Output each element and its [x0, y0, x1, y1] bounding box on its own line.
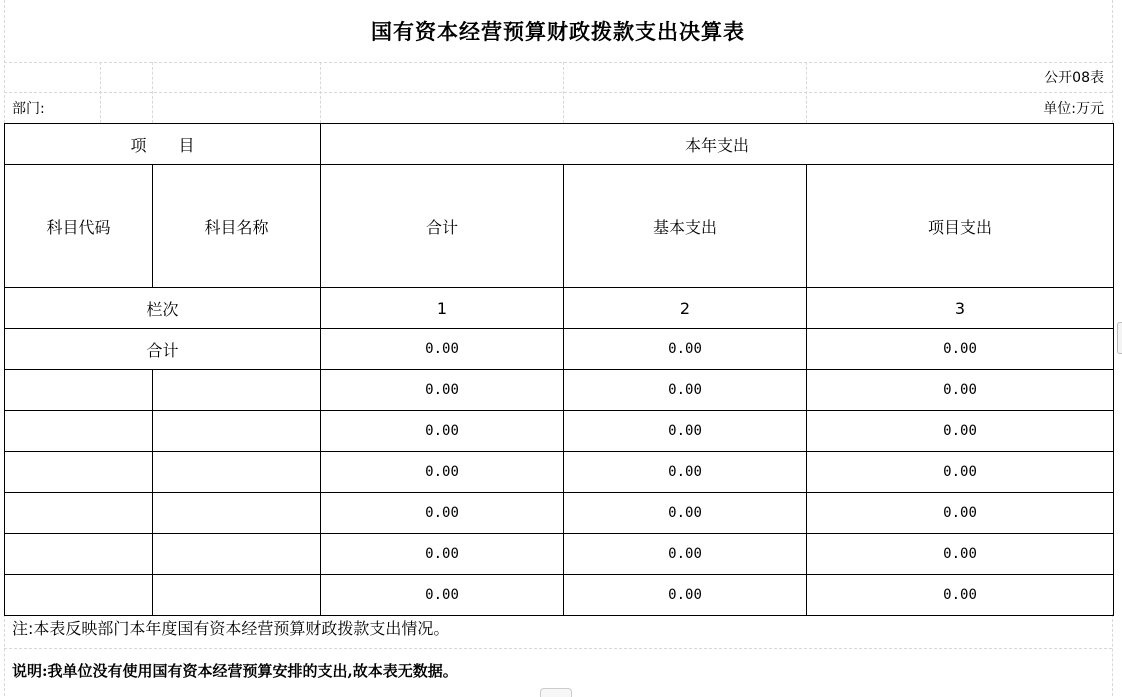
project-cell[interactable]: 0.00 — [807, 534, 1114, 575]
project-cell[interactable]: 0.00 — [807, 493, 1114, 534]
table-row — [5, 534, 1114, 575]
subject-name-cell[interactable] — [153, 370, 321, 411]
gridline — [152, 62, 153, 123]
basic-cell[interactable]: 0.00 — [564, 575, 807, 616]
header-subject-code[interactable]: 科目代码 — [5, 165, 153, 288]
subject-code-cell[interactable] — [5, 370, 153, 411]
scrollbar-handle[interactable] — [1117, 322, 1122, 354]
basic-cell[interactable]: 0.00 — [564, 534, 807, 575]
header-basic[interactable]: 基本支出 — [564, 165, 807, 288]
total-row-basic[interactable]: 0.00 — [564, 329, 807, 370]
gridline — [806, 62, 807, 123]
column-number-2[interactable]: 2 — [564, 288, 807, 329]
subject-code-cell[interactable] — [5, 411, 153, 452]
header-row-1 — [5, 124, 1114, 165]
basic-cell[interactable]: 0.00 — [564, 370, 807, 411]
total-cell[interactable]: 0.00 — [321, 411, 564, 452]
total-cell[interactable]: 0.00 — [321, 370, 564, 411]
subject-code-cell[interactable] — [5, 452, 153, 493]
unit-label: 单位:万元 — [1043, 101, 1104, 117]
gridline — [563, 62, 564, 123]
header-total[interactable]: 合计 — [321, 165, 564, 288]
department-label: 部门: — [12, 101, 45, 117]
header-project-expenditure[interactable]: 项目支出 — [807, 165, 1114, 288]
total-cell[interactable]: 0.00 — [321, 493, 564, 534]
subject-name-cell[interactable] — [153, 493, 321, 534]
total-cell[interactable]: 0.00 — [321, 534, 564, 575]
gridline — [4, 62, 1112, 63]
total-row-label[interactable]: 合计 — [5, 329, 321, 370]
table-row — [5, 493, 1114, 534]
table-row — [5, 411, 1114, 452]
page-title: 国有资本经营预算财政拨款支出决算表 — [371, 20, 745, 44]
gridline — [320, 62, 321, 123]
project-cell[interactable]: 0.00 — [807, 370, 1114, 411]
subject-name-cell[interactable] — [153, 534, 321, 575]
expenditure-table — [4, 123, 1114, 616]
project-cell[interactable]: 0.00 — [807, 575, 1114, 616]
total-row — [5, 329, 1114, 370]
header-project[interactable]: 项 目 — [5, 124, 321, 165]
table-row — [5, 452, 1114, 493]
header-row-2 — [5, 165, 1114, 288]
subject-code-cell[interactable] — [5, 534, 153, 575]
basic-cell[interactable]: 0.00 — [564, 452, 807, 493]
total-cell[interactable]: 0.00 — [321, 575, 564, 616]
subject-name-cell[interactable] — [153, 575, 321, 616]
column-number-3[interactable]: 3 — [807, 288, 1114, 329]
gridline — [1112, 0, 1113, 123]
gridline — [4, 648, 1112, 649]
total-row-total[interactable]: 0.00 — [321, 329, 564, 370]
column-number-label[interactable]: 栏次 — [5, 288, 321, 329]
form-code: 公开08表 — [1044, 70, 1104, 86]
gridline — [1112, 614, 1113, 696]
basic-cell[interactable]: 0.00 — [564, 493, 807, 534]
column-number-1[interactable]: 1 — [321, 288, 564, 329]
header-current-year[interactable]: 本年支出 — [321, 124, 1114, 165]
project-cell[interactable]: 0.00 — [807, 411, 1114, 452]
column-number-row — [5, 288, 1114, 329]
total-row-project[interactable]: 0.00 — [807, 329, 1114, 370]
subject-name-cell[interactable] — [153, 452, 321, 493]
subject-code-cell[interactable] — [5, 575, 153, 616]
table-row — [5, 575, 1114, 616]
basic-cell[interactable]: 0.00 — [564, 411, 807, 452]
table-explanation: 说明:我单位没有使用国有资本经营预算安排的支出,故本表无数据。 — [12, 662, 458, 680]
gridline — [4, 614, 5, 696]
header-subject-name[interactable]: 科目名称 — [153, 165, 321, 288]
gridline — [4, 92, 1112, 93]
table-note: 注:本表反映部门本年度国有资本经营预算财政拨款支出情况。 — [12, 619, 450, 638]
gridline — [100, 62, 101, 123]
table-row — [5, 370, 1114, 411]
project-cell[interactable]: 0.00 — [807, 452, 1114, 493]
subject-name-cell[interactable] — [153, 411, 321, 452]
subject-code-cell[interactable] — [5, 493, 153, 534]
total-cell[interactable]: 0.00 — [321, 452, 564, 493]
